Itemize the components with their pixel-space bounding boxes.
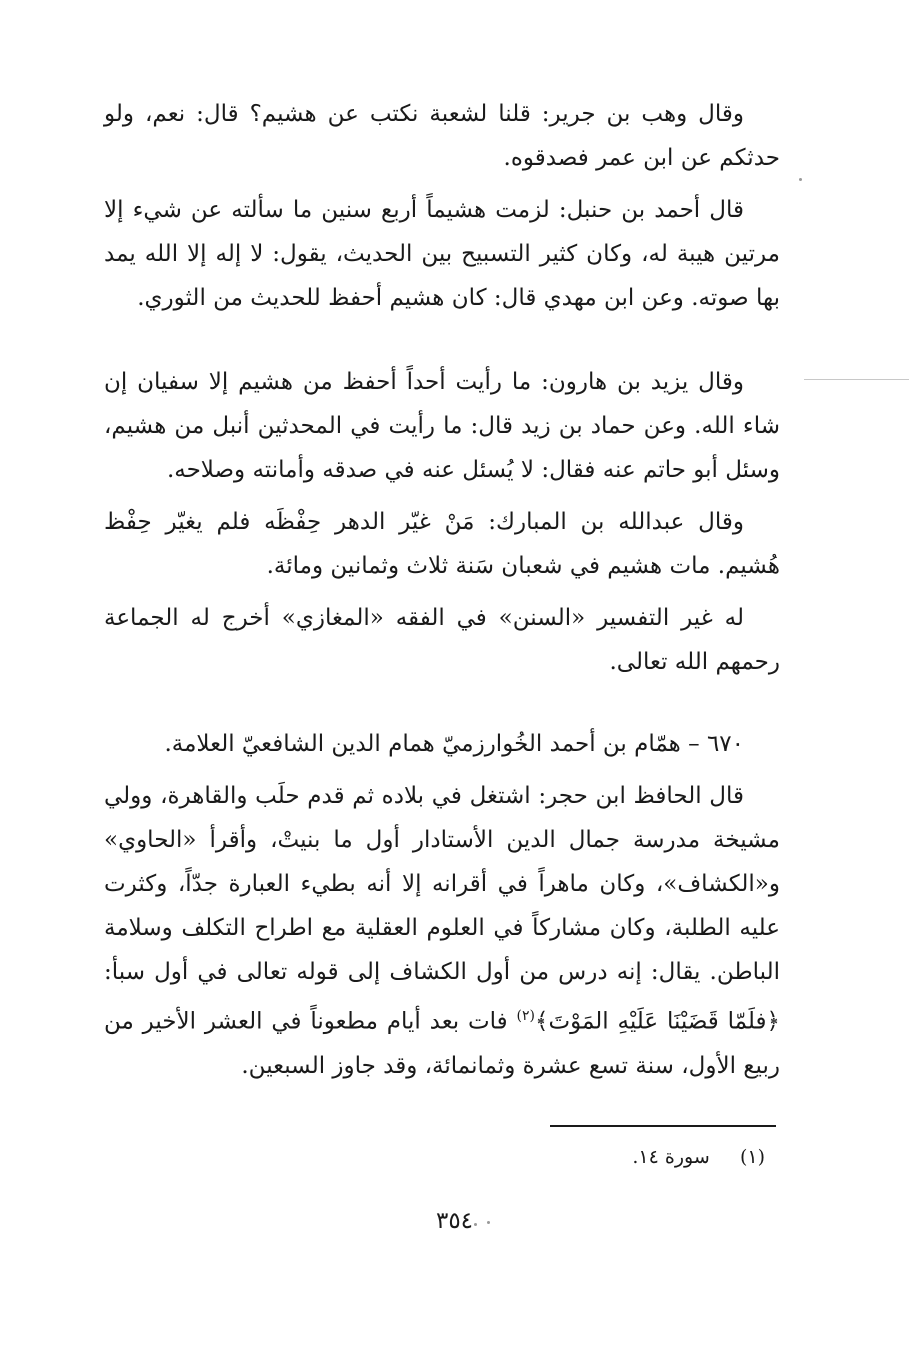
footnote xyxy=(632,1142,765,1172)
footnote-marker: (٢) xyxy=(516,1008,535,1024)
paragraph-hammam xyxy=(104,774,780,1088)
hammam-text-before: قال الحافظ ابن حجر: اشتغل في بلاده ثم قدم حلَب والقاهرة، وولي مشيخة مدرسة جمال الدين الأستادار أول ما بنيتْ، وأقرأ «الحاوي» و«الكشاف»، وكان ماهراً في أقرانه إلا أنه بطيء العبارة جدّاً، وكثرت عليه الطلبة، وكان مشاركاً في العلوم العقلية مع اطراح التكلف وسلامة الباطن. يقال: إنه درس من أول الكشاف إلى قوله تعالى في أول سبأ: xyxy=(104,783,780,985)
hammam-text-after: فات بعد أيام مطعوناً في العشر الأخير من ربيع الأول، سنة تسع عشرة وثمانمائة، وقد جاوز السبعين. xyxy=(104,1008,780,1079)
footnote-number: (١) xyxy=(739,1146,765,1168)
page-body xyxy=(104,92,780,1096)
footnote-text: سورة ١٤. xyxy=(632,1146,710,1168)
page-number: ٣٥٤ xyxy=(435,1208,474,1234)
paragraph-yazid: وقال يزيد بن هارون: ما رأيت أحداً أحفظ من هشيم إلا سفيان إن شاء الله. وعن حماد بن زيد قال: ما رأيت في المحدثين أنبل من هشيم، وسئل أبو حاتم عنه فقال: لا يُسئل عنه في صدقه وأمانته وصلاحه. xyxy=(104,369,780,483)
scan-speck xyxy=(487,1221,490,1224)
quran-quote: ﴿فلَمّا قَضَيْنَا عَلَيْهِ المَوْتَ﴾ xyxy=(534,1008,780,1035)
scan-speck xyxy=(474,1223,477,1226)
paragraph-works: له غير التفسير «السنن» في الفقه «المغازي» أخرج له الجماعة رحمهم الله تعالى. xyxy=(104,605,780,675)
paragraph-wahb: وقال وهب بن جرير: قلنا لشعبة نكتب عن هشيم؟ قال: نعم، ولو حدثكم عن ابن عمر فصدقوه. xyxy=(104,101,780,171)
footnote-divider xyxy=(550,1125,776,1127)
paragraph-ahmad: قال أحمد بن حنبل: لزمت هشيماً أربع سنين ما سألته عن شيء إلا مرتين هيبة له، وكان كثير التسبيح بين الحديث، يقول: لا إله إلا الله يمد بها صوته. وعن ابن مهدي قال: كان هشيم أحفظ للحديث من الثوري. xyxy=(104,197,780,311)
entry-heading: ٦٧٠ – همّام بن أحمد الخُوارزميّ همام الدين الشافعيّ العلامة. xyxy=(164,731,744,757)
scan-margin-mark xyxy=(804,379,909,380)
scan-speck xyxy=(799,178,802,181)
paragraph-abdullah: وقال عبدالله بن المبارك: مَنْ غيّر الدهر حِفْظَه فلم يغيّر حِفْظ هُشيم. مات هشيم في شعبان سَنة ثلاث وثمانين ومائة. xyxy=(104,509,780,579)
